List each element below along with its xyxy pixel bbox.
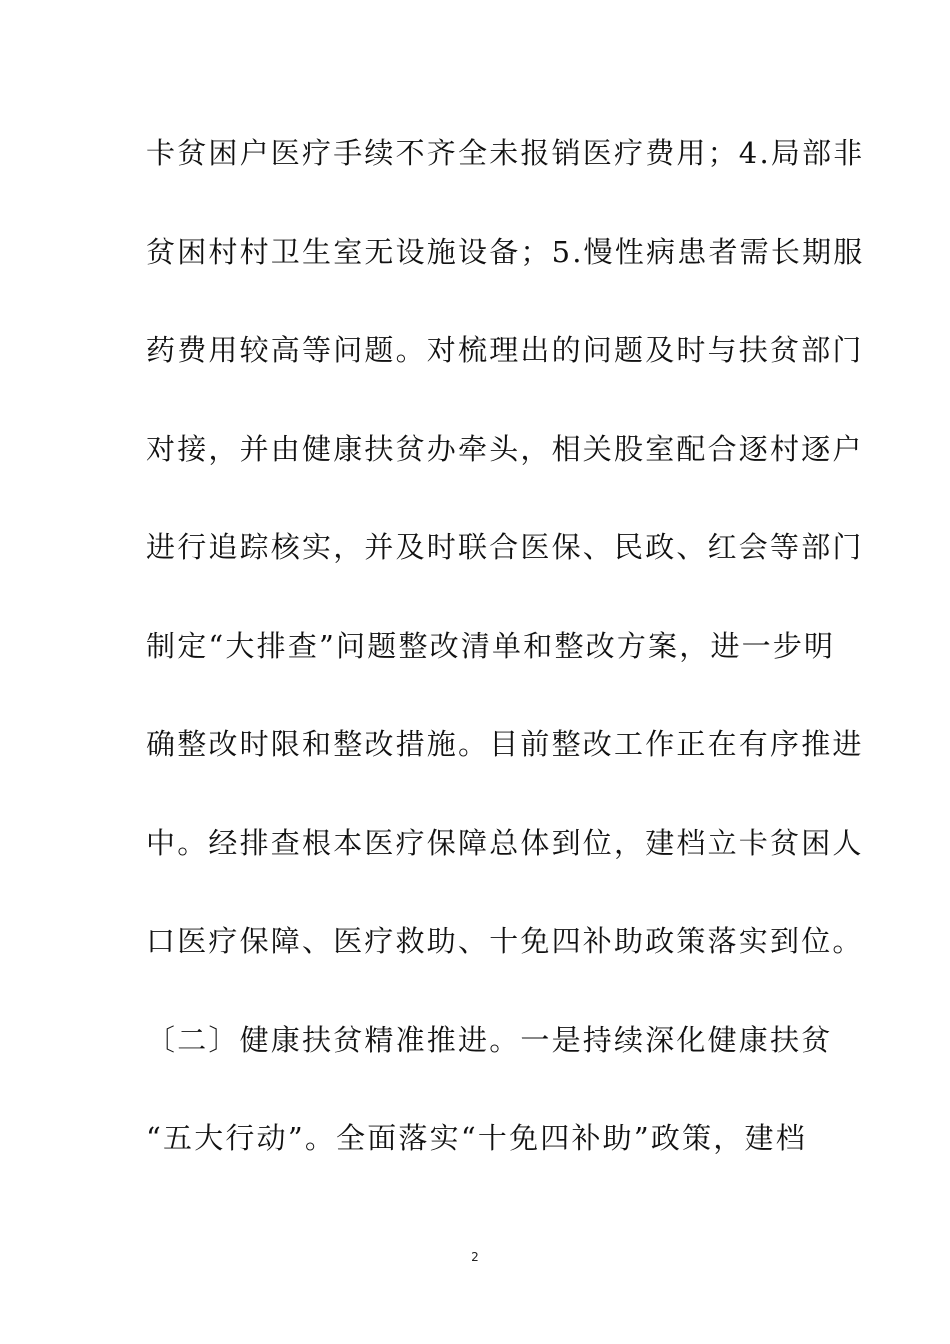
text-line-4: 对接，并由健康扶贫办牵头，相关股室配合逐村逐户 — [146, 431, 864, 466]
text-line-5: 进行追踪核实，并及时联合医保、民政、红会等部门 — [146, 530, 864, 564]
text-line-9: 口医疗保障、医疗救助、十免四补助政策落实到位。 — [146, 924, 864, 958]
text-line-7: 确整改时限和整改措施。目前整改工作正在有序推进 — [146, 727, 864, 761]
text-line-1: 卡贫困户医疗手续不齐全未报销医疗费用；4.局部非 — [146, 136, 865, 170]
text-line-11: “五大行动”。全面落实“十免四补助”政策，建档 — [146, 1121, 807, 1155]
body-text — [146, 128, 865, 1212]
text-line-6: 制定“大排查”问题整改清单和整改方案，进一步明 — [146, 628, 836, 663]
page-number: 2 — [471, 1250, 479, 1264]
text-line-2: 贫困村村卫生室无设施设备；5.慢性病患者需长期服 — [146, 234, 865, 269]
text-line-10: 〔二〕健康扶贫精准推进。一是持续深化健康扶贫 — [146, 1022, 833, 1057]
text-line-8: 中。经排查根本医疗保障总体到位，建档立卡贫困人 — [146, 825, 864, 860]
text-line-3: 药费用较高等问题。对梳理出的问题及时与扶贫部门 — [146, 333, 864, 367]
